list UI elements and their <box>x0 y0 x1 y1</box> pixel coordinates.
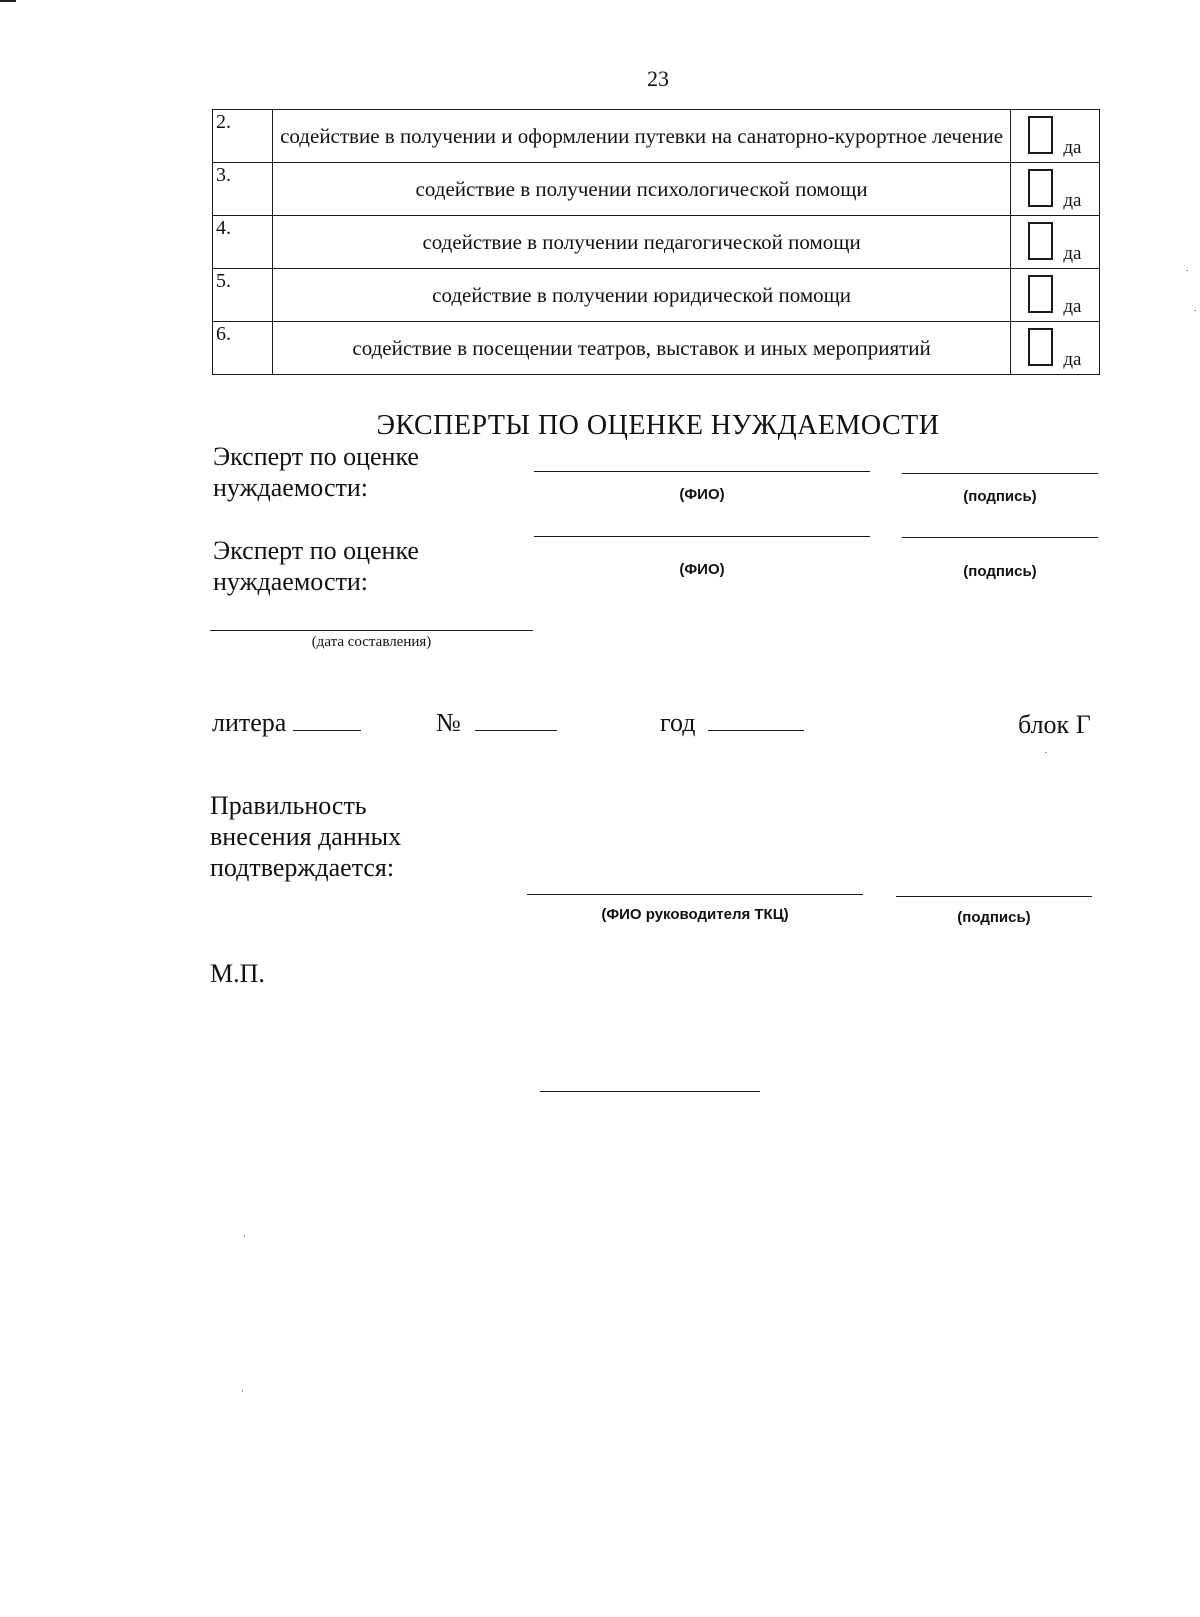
end-divider <box>540 1091 760 1092</box>
stamp-label: М.П. <box>210 959 265 988</box>
option-cell <box>1011 110 1100 163</box>
service-text: содействие в получении психологической помощи <box>272 163 1011 216</box>
confirmation-line1: Правильность <box>210 791 367 820</box>
service-text: содействие в посещении театров, выставок и иных мероприятий <box>272 322 1011 375</box>
scan-edge-mark <box>0 0 16 2</box>
expert-label <box>213 535 419 597</box>
checkbox[interactable] <box>1028 275 1053 313</box>
option-cell <box>1011 269 1100 322</box>
page-number: 23 <box>647 66 669 91</box>
table-row <box>213 216 1100 269</box>
service-text: содействие в получении юридической помощи <box>272 269 1011 322</box>
row-number: 6. <box>213 322 273 375</box>
option-cell <box>1011 322 1100 375</box>
checkbox[interactable] <box>1028 169 1053 207</box>
checkbox-label: да <box>1063 243 1082 264</box>
year-field <box>660 708 804 738</box>
fio-caption: (ФИО) <box>679 561 725 578</box>
expert-label-line1: Эксперт по оценке <box>213 536 419 565</box>
litera-field <box>212 708 361 738</box>
service-text: содействие в получении и оформлении путевки на санаторно-курортное лечение <box>272 110 1011 163</box>
checkbox-label: да <box>1063 137 1082 158</box>
litera-label: литера <box>212 708 287 737</box>
manager-fio-line[interactable] <box>527 894 863 895</box>
date-line[interactable] <box>210 630 533 631</box>
scan-speck <box>1186 270 1188 271</box>
row-number: 5. <box>213 269 273 322</box>
signature-caption: (подпись) <box>963 563 1037 580</box>
scan-speck <box>244 1235 245 1237</box>
number-field <box>436 708 557 738</box>
table-row <box>213 110 1100 163</box>
fio-caption: (ФИО) <box>679 486 725 503</box>
scan-speck <box>1194 310 1196 311</box>
fio-line[interactable] <box>534 536 870 537</box>
checkbox-label: да <box>1063 349 1082 370</box>
confirmation-label <box>210 790 401 883</box>
manager-fio-caption: (ФИО руководителя ТКЦ) <box>601 906 789 923</box>
table-row <box>213 163 1100 216</box>
experts-title: ЭКСПЕРТЫ ПО ОЦЕНКЕ НУЖДАЕМОСТИ <box>376 410 940 441</box>
table-row <box>213 269 1100 322</box>
scan-speck <box>242 1390 243 1392</box>
service-text: содействие в получении педагогической помощи <box>272 216 1011 269</box>
date-caption: (дата составления) <box>311 634 432 650</box>
confirmation-line2: внесения данных <box>210 822 402 851</box>
checkbox[interactable] <box>1028 328 1053 366</box>
block-label: блок Г <box>1018 710 1091 739</box>
manager-signature-caption: (подпись) <box>957 909 1031 926</box>
expert-label-line1: Эксперт по оценке <box>213 442 419 471</box>
checkbox-label: да <box>1063 296 1082 317</box>
option-cell <box>1011 216 1100 269</box>
year-label: год <box>660 708 696 737</box>
number-blank[interactable] <box>475 710 557 731</box>
services-table <box>212 109 1100 375</box>
table-row <box>213 322 1100 375</box>
checkbox-label: да <box>1063 190 1082 211</box>
number-label: № <box>436 708 461 737</box>
scan-speck <box>1045 752 1047 753</box>
expert-label <box>213 441 419 503</box>
checkbox[interactable] <box>1028 116 1053 154</box>
expert-label-line2: нуждаемости: <box>213 473 368 502</box>
row-number: 3. <box>213 163 273 216</box>
option-cell <box>1011 163 1100 216</box>
fio-line[interactable] <box>534 471 870 472</box>
confirmation-line3: подтверждается: <box>210 853 395 882</box>
signature-line[interactable] <box>902 473 1098 474</box>
expert-label-line2: нуждаемости: <box>213 567 368 596</box>
manager-signature-line[interactable] <box>896 896 1092 897</box>
checkbox[interactable] <box>1028 222 1053 260</box>
row-number: 2. <box>213 110 273 163</box>
row-number: 4. <box>213 216 273 269</box>
signature-caption: (подпись) <box>963 488 1037 505</box>
signature-line[interactable] <box>902 537 1098 538</box>
litera-blank[interactable] <box>293 710 361 731</box>
year-blank[interactable] <box>708 710 804 731</box>
